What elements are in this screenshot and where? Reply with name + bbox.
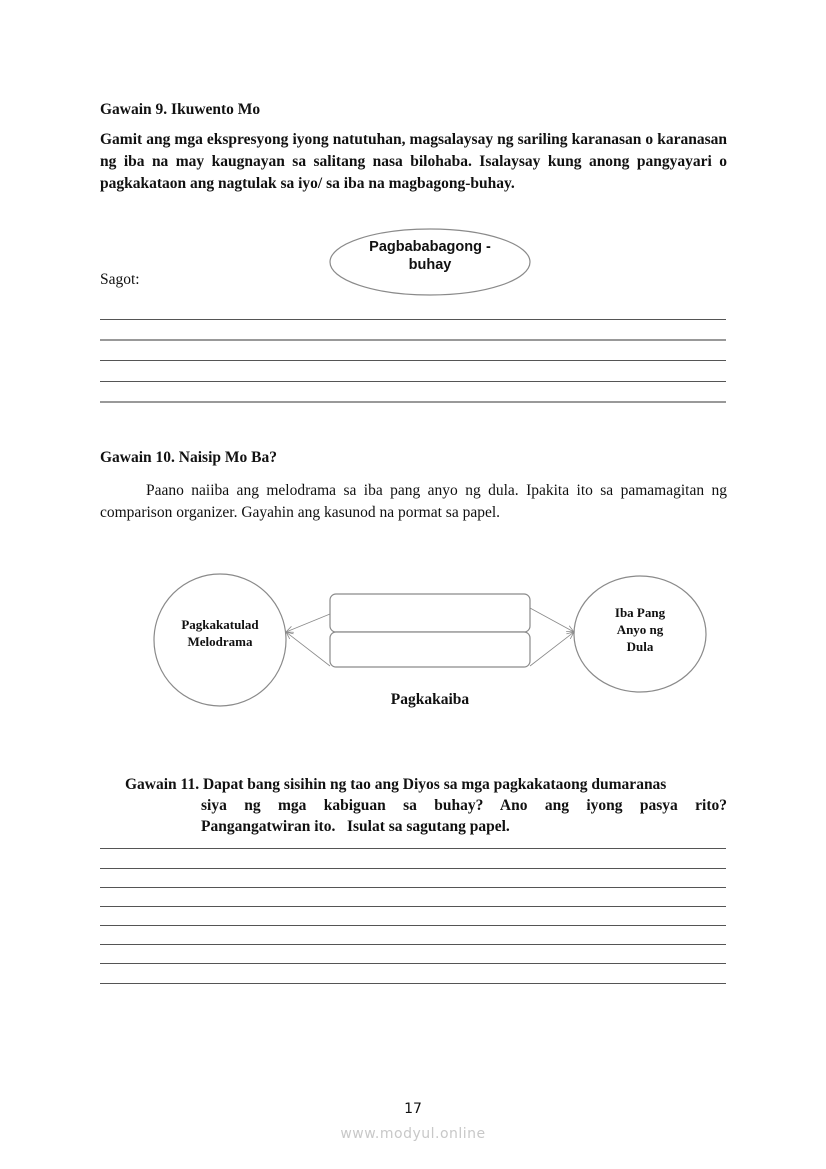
sagot-label: Sagot: xyxy=(100,271,140,288)
arrow-to-left-bottom xyxy=(286,632,330,666)
answer-line[interactable] xyxy=(100,339,726,341)
answer-line[interactable] xyxy=(100,360,726,361)
right-circle-line1: Iba Pang xyxy=(614,605,666,620)
left-circle-line1: Pagkakatulad xyxy=(181,617,259,632)
arrow-to-right-top xyxy=(530,608,574,632)
left-circle-line2: Melodrama xyxy=(187,634,253,649)
answer-line[interactable] xyxy=(100,848,726,849)
answer-line[interactable] xyxy=(100,887,726,888)
arrow-to-right-bottom xyxy=(530,632,574,666)
gawain-11-title-line3: Pangangatwiran ito. Isulat sa sagutang papel. xyxy=(201,818,510,835)
answer-line[interactable] xyxy=(100,868,726,869)
gawain-10-instructions: Paano naiiba ang melodrama sa iba pang anyo ng dula. Ipakita ito sa pamamagitan ng comparison organizer. Gayahin ang kasunod na pormat sa papel. xyxy=(100,482,727,521)
ellipse-label-line2: buhay xyxy=(408,257,452,273)
ellipse-label xyxy=(340,238,520,274)
arrow-to-left-top xyxy=(286,614,330,632)
answer-line[interactable] xyxy=(100,944,726,945)
answer-line[interactable] xyxy=(100,906,726,907)
gawain-9-instructions: Gamit ang mga ekspresyong iyong natutuhan, magsalaysay ng sariling karanasan o karanasan ng iba na may kaugnayan sa salitang nasa bilohaba. Isalaysay kung anong pangyayari o pagkakataon ang nagtulak sa iyo/ sa iba na magbagong-buhay. xyxy=(100,131,727,192)
gawain-9-title: Gawain 9. Ikuwento Mo xyxy=(100,101,261,118)
answer-line[interactable] xyxy=(100,963,726,964)
difference-box-top xyxy=(330,594,530,632)
page-number: 17 xyxy=(404,1101,422,1117)
gawain-11-title-line1: Gawain 11. Dapat bang sisihin ng tao ang Diyos sa mga pagkakataong dumaranas xyxy=(125,776,667,793)
left-circle-label xyxy=(160,616,280,650)
answer-line[interactable] xyxy=(100,381,726,382)
watermark: www.modyul.online xyxy=(340,1126,486,1142)
gawain-10-title: Gawain 10. Naisip Mo Ba? xyxy=(100,449,277,466)
ellipse-label-line1: Pagbababagong - xyxy=(369,239,491,255)
answer-line[interactable] xyxy=(100,401,726,403)
right-circle-line3: Dula xyxy=(626,639,654,654)
answer-line[interactable] xyxy=(100,983,726,984)
answer-line[interactable] xyxy=(100,925,726,926)
difference-box-bottom xyxy=(330,632,530,667)
gawain-11-title-line2: siya ng mga kabiguan sa buhay? Ano ang iyong pasya rito? xyxy=(201,797,727,814)
right-circle-label xyxy=(580,604,700,655)
right-circle-line2: Anyo ng xyxy=(616,622,664,637)
answer-line[interactable] xyxy=(100,319,726,320)
gawain-11-title xyxy=(125,774,666,795)
pagkakaiba-label: Pagkakaiba xyxy=(390,691,470,708)
